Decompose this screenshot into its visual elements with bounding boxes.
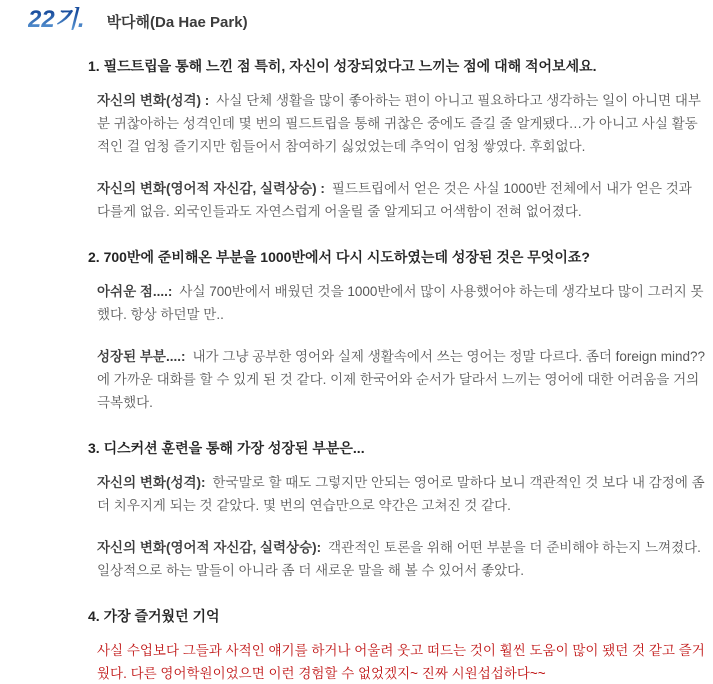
question-2: 2. 700반에 준비해온 부분을 1000반에서 다시 시도하였는데 성장된 것은 무엇이죠? <box>88 249 590 266</box>
answer-text: 사실 수업보다 그들과 사적인 얘기를 하거나 어울려 웃고 떠드는 것이 훨씬 도움이 많이 됐던 것 같고 즐거웠다. 다른 영어학원이었으면 이런 경험할 수 없었겠지~ 진짜 시원섭섭하다~~ <box>97 643 705 682</box>
answer-4-1 <box>97 639 705 684</box>
member-name: 박다해(Da Hae Park) <box>106 14 248 31</box>
answer-text: 객관적인 토론을 위해 어떤 부분을 더 준비해야 하는지 느껴졌다. 일상적으로 하는 말들이 아니라 좀 더 새로운 말을 해 볼 수 있어서 좋았다. <box>97 540 701 579</box>
answer-text: 내가 그냥 공부한 영어와 실제 생활속에서 쓰는 영어는 정말 다르다. 좀더 foreign mind??에 가까운 대화를 할 수 있게 된 것 같다. 이제 한국어와 순서가 달라서 느끼는 영어에 대한 어려움을 거의 극복했다. <box>97 349 705 411</box>
answer-text: 사실 단체 생활을 많이 좋아하는 편이 아니고 필요하다고 생각하는 일이 아니면 대부분 귀찮아하는 성격인데 몇 번의 필드트립을 통해 귀찮은 중에도 즐길 줄 알게됐다…가 아니고 사실 활동적인 걸 엄청 즐기지만 힘들어서 참여하기 싫었었는데 추억이 엄청 쌓였다. 후회없다. <box>97 93 701 155</box>
question-1: 1. 필드트립을 통해 느낀 점 특히, 자신이 성장되었다고 느끼는 점에 대해 적어보세요. <box>88 58 597 75</box>
answer-2-2 <box>97 345 705 414</box>
answer-1-1 <box>97 89 705 158</box>
answer-text: 필드트립에서 얻은 것은 사실 1000반 전체에서 내가 얻은 것과 다를게 없음. 외국인들과도 자연스럽게 어울릴 줄 알게되고 어색함이 전혀 없어졌다. <box>97 181 692 220</box>
header <box>0 0 713 32</box>
answer-text: 사실 700반에서 배웠던 것을 1000반에서 많이 사용했어야 하는데 생각보다 많이 그러지 못했다. 항상 하던말 만.. <box>97 284 704 323</box>
answer-label: 자신의 변화(영어적 자신감, 실력상승) : <box>97 181 325 197</box>
answer-label: 자신의 변화(성격) : <box>97 93 210 109</box>
answer-3-1 <box>97 471 705 517</box>
answer-label: 성장된 부분....: <box>97 349 186 365</box>
question-3: 3. 디스커션 훈련을 통해 가장 성장된 부분은... <box>88 440 365 457</box>
answer-label: 자신의 변화(영어적 자신감, 실력상승): <box>97 540 322 556</box>
answer-label: 자신의 변화(성격): <box>97 475 206 491</box>
answer-3-2 <box>97 536 705 582</box>
answer-text: 한국말로 할 때도 그렇지만 안되는 영어로 말하다 보니 객관적인 것 보다 내 감정에 좀 더 치우지게 되는 것 같았다. 몇 번의 연습만으로 약간은 고쳐진 것 같다. <box>97 475 705 514</box>
answer-label: 아쉬운 점....: <box>97 284 173 300</box>
answer-2-1 <box>97 280 705 326</box>
generation-badge: 22기. <box>28 6 85 33</box>
question-4: 4. 가장 즐거웠던 기억 <box>88 608 220 625</box>
answer-1-2 <box>97 177 705 223</box>
